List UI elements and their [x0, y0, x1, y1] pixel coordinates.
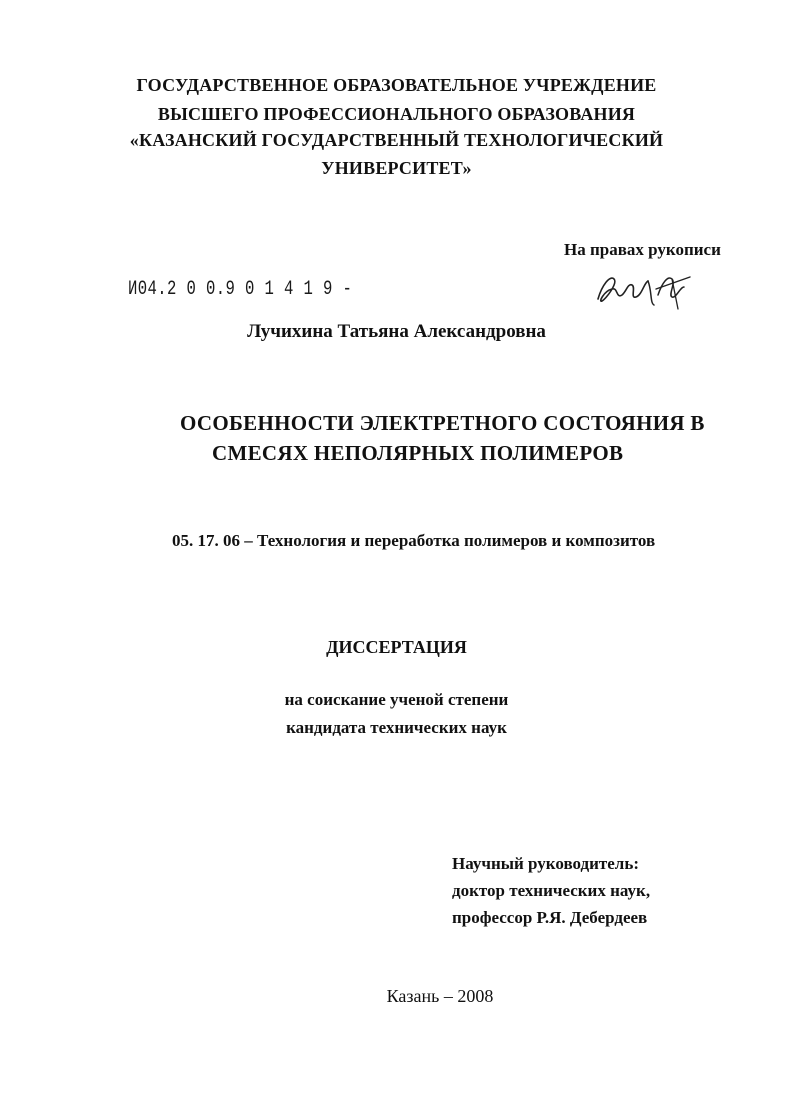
degree-line-1: на соискание ученой степени: [284, 690, 509, 709]
degree-line-2: кандидата технических наук: [286, 718, 507, 737]
specialty-code: 05. 17. 06 – Технология и переработка полимеров и композитов: [172, 531, 656, 550]
advisor-degree: доктор технических наук,: [452, 881, 651, 900]
manuscript-rights-note: На правах рукописи: [564, 240, 721, 259]
institution-line-4: УНИВЕРСИТЕТ»: [321, 158, 472, 178]
document-type: ДИССЕРТАЦИЯ: [326, 637, 467, 657]
institution-line-3: «КАЗАНСКИЙ ГОСУДАРСТВЕННЫЙ ТЕХНОЛОГИЧЕСКИЙ: [129, 130, 664, 150]
dissertation-title-line-2: СМЕСЯХ НЕПОЛЯРНЫХ ПОЛИМЕРОВ: [212, 441, 624, 465]
institution-line-1: ГОСУДАРСТВЕННОЕ ОБРАЗОВАТЕЛЬНОЕ УЧРЕЖДЕНИЕ: [136, 75, 657, 95]
advisor-name: профессор Р.Я. Дебердеев: [452, 908, 648, 927]
advisor-label: Научный руководитель:: [452, 854, 639, 873]
signature-image: [592, 265, 702, 315]
institution-line-2: ВЫСШЕГО ПРОФЕССИОНАЛЬНОГО ОБРАЗОВАНИЯ: [157, 104, 636, 124]
city-year: Казань – 2008: [386, 986, 494, 1006]
dissertation-title-line-1: ОСОБЕННОСТИ ЭЛЕКТРЕТНОГО СОСТОЯНИЯ В: [180, 411, 705, 435]
author-name: Лучихина Татьяна Александровна: [247, 321, 546, 342]
registration-stamp: И04.2 0 0.9 0 1 4 1 9 -: [128, 278, 353, 301]
